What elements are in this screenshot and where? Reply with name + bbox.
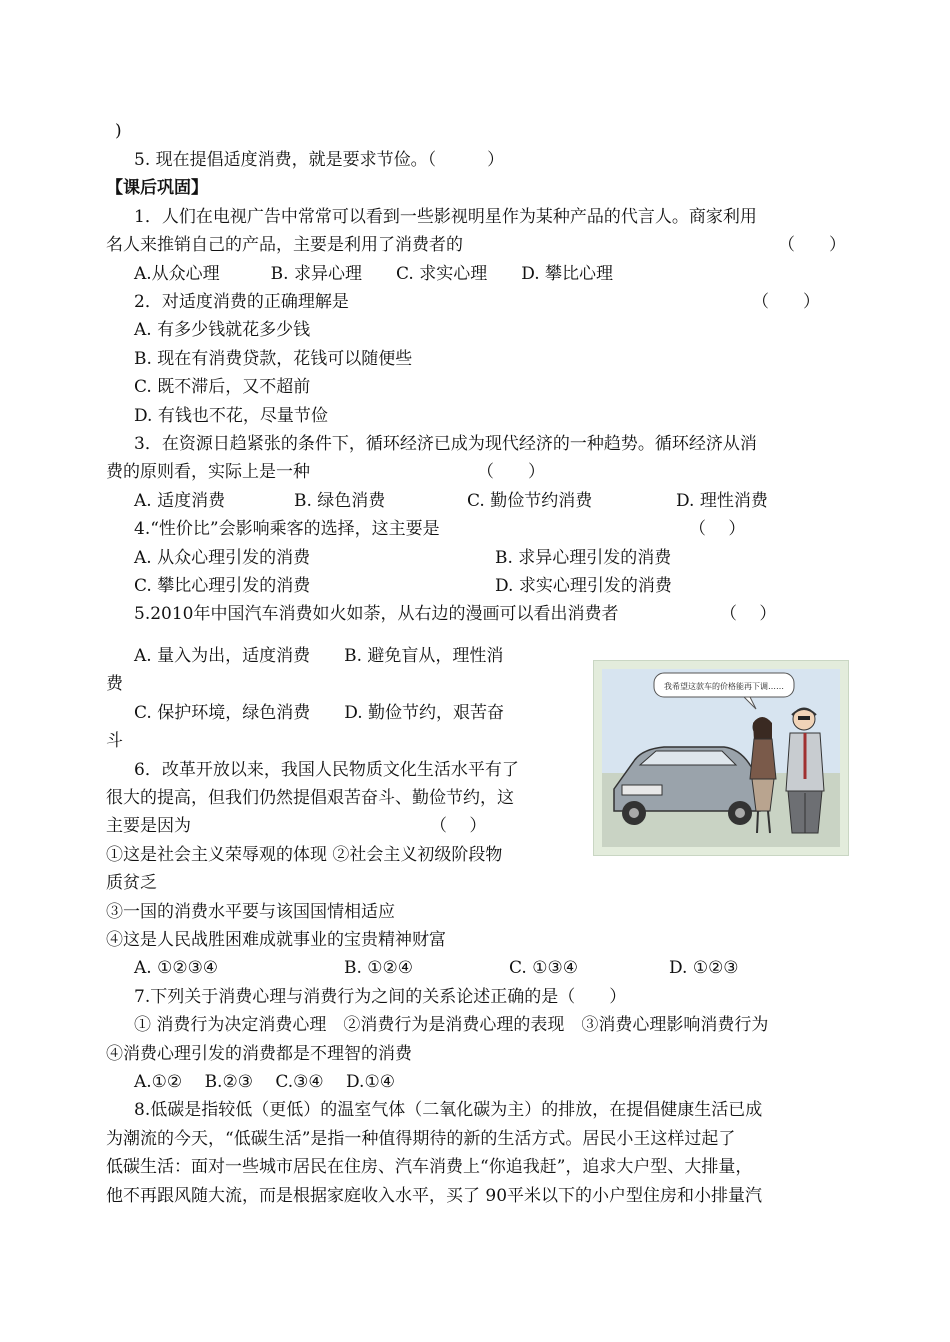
q6-option-c: C. ①③④ <box>509 958 578 978</box>
q8-stem-cont3: 他不再跟风随大流，而是根据家庭收入水平，买了 90平米以下的小户型住房和小排量汽 <box>106 1186 763 1206</box>
q7-options: A.①② B.②③ C.③④ D.①④ <box>134 1072 395 1092</box>
q1-stem-cont: 名人来推销自己的产品，主要是利用了消费者的 <box>106 235 463 255</box>
speech-bubble-text: 我希望这款车的价格能再下调…… <box>664 682 784 691</box>
q2-option-c: C. 既不滞后，又不超前 <box>134 377 311 397</box>
q4-option-c: C. 攀比心理引发的消费 <box>134 576 311 596</box>
q5-stem: 5.2010年中国汽车消费如火如荼，从右边的漫画可以看出消费者 <box>134 604 619 624</box>
q5-options-cd: C. 保护环境，绿色消费 D. 勤俭节约，艰苦奋 <box>134 703 505 723</box>
q5-options-ab-cont: 费 <box>106 674 123 694</box>
q6-option-b: B. ①②④ <box>344 958 414 978</box>
q2-answer-blank: （ ） <box>752 292 820 312</box>
q3-stem: 3．在资源日趋紧张的条件下，循环经济已成为现代经济的一种趋势。循环经济从消 <box>134 434 757 454</box>
q3-option-a: A. 适度消费 <box>134 491 226 511</box>
q5-options-ab: A. 量入为出，适度消费 B. 避免盲从，理性消 <box>134 646 504 666</box>
q1-stem: 1．人们在电视广告中常常可以看到一些影视明星作为某种产品的代言人。商家利用 <box>134 207 757 227</box>
q6-item-4: ④这是人民战胜困难成就事业的宝贵精神财富 <box>106 930 446 950</box>
question-5-prev: 5. 现在提倡适度消费，就是要求节俭。（ ） <box>134 150 505 170</box>
q4-option-b: B. 求异心理引发的消费 <box>495 548 672 568</box>
q1-answer-blank: （ ） <box>778 235 846 255</box>
q2-option-b: B. 现在有消费贷款，花钱可以随便些 <box>134 349 413 369</box>
q2-stem: 2．对适度消费的正确理解是 <box>134 292 349 312</box>
section-heading: 【课后巩固】 <box>106 178 208 198</box>
q6-item-2-cont: 质贫乏 <box>106 873 157 893</box>
q3-option-d: D. 理性消费 <box>676 491 768 511</box>
car-cartoon-image <box>593 660 849 856</box>
q6-item-3: ③一国的消费水平要与该国国情相适应 <box>106 902 395 922</box>
q3-stem-cont: 费的原则看，实际上是一种 <box>106 462 310 482</box>
q7-items: ① 消费行为决定消费心理 ②消费行为是消费心理的表现 ③消费心理影响消费行为 <box>134 1015 769 1035</box>
q7-item-4: ④消费心理引发的消费都是不理智的消费 <box>106 1044 412 1064</box>
q6-answer-blank: （ ） <box>430 816 487 836</box>
q7-stem: 7.下列关于消费心理与消费行为之间的关系论述正确的是（ ） <box>134 987 627 1007</box>
q6-item-1-2: ①这是社会主义荣辱观的体现 ②社会主义初级阶段物 <box>106 845 503 865</box>
q2-option-a: A. 有多少钱就花多少钱 <box>134 320 311 340</box>
q6-stem-cont: 很大的提高，但我们仍然提倡艰苦奋斗、勤俭节约，这 <box>106 788 514 808</box>
q6-option-d: D. ①②③ <box>669 958 739 978</box>
q2-option-d: D. 有钱也不花，尽量节俭 <box>134 406 328 426</box>
q4-option-a: A. 从众心理引发的消费 <box>134 548 311 568</box>
q4-answer-blank: （ ） <box>689 519 746 539</box>
q6-stem-cont2: 主要是因为 <box>106 816 191 836</box>
q4-stem: 4.“性价比”会影响乘客的选择，这主要是 <box>134 519 440 539</box>
q8-stem: 8.低碳是指较低（更低）的温室气体（二氧化碳为主）的排放，在提倡健康生活已成 <box>134 1100 763 1120</box>
q8-stem-cont: 为潮流的今天，“低碳生活”是指一种值得期待的新的生活方式。居民小王这样过起了 <box>106 1129 736 1149</box>
q3-answer-blank: （ ） <box>477 462 545 482</box>
q4-option-d: D. 求实心理引发的消费 <box>495 576 672 596</box>
cartoon-drawing <box>594 661 848 855</box>
q1-options: A.从众心理 B. 求异心理 C. 求实心理 D. 攀比心理 <box>134 264 614 284</box>
q3-option-b: B. 绿色消费 <box>294 491 386 511</box>
q5-answer-blank: （ ） <box>720 604 777 624</box>
q8-stem-cont2: 低碳生活：面对一些城市居民在住房、汽车消费上“你追我赶”，追求大户型、大排量， <box>106 1157 753 1177</box>
q6-stem: 6．改革开放以来，我国人民物质文化生活水平有了 <box>134 760 519 780</box>
line-paren: ) <box>115 121 122 141</box>
q5-options-cd-cont: 斗 <box>106 731 123 751</box>
q6-option-a: A. ①②③④ <box>134 958 219 978</box>
q3-option-c: C. 勤俭节约消费 <box>467 491 593 511</box>
